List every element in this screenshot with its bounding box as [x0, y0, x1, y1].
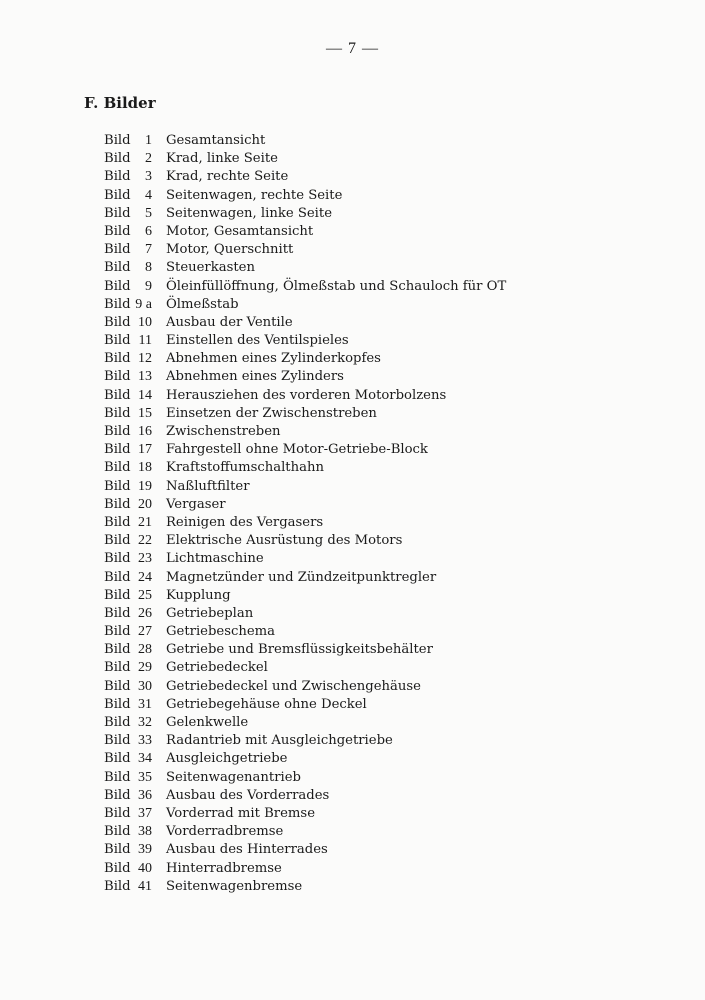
figure-number: 9 — [145, 278, 152, 294]
figure-number: 17 — [138, 442, 152, 458]
figure-caption: Vorderrad mit Bremse — [166, 805, 315, 821]
figure-label: Bild — [104, 642, 131, 658]
figure-caption: Getriebegehäuse ohne Deckel — [166, 696, 367, 712]
figure-caption: Öleinfüllöffnung, Ölmeßstab und Schauloch für OT — [166, 278, 507, 294]
figure-number: 1 — [145, 133, 152, 148]
figure-caption: Krad, linke Seite — [166, 151, 278, 167]
list-item — [104, 805, 664, 823]
figure-label: Bild — [104, 842, 131, 858]
list-item — [104, 314, 664, 332]
figure-caption: Vergaser — [166, 496, 226, 512]
figure-number: 22 — [138, 533, 152, 549]
figure-caption: Getriebe und Bremsflüssigkeitsbehälter — [166, 642, 433, 658]
figure-number: 8 — [145, 260, 152, 276]
list-item — [104, 478, 664, 496]
list-item — [104, 750, 664, 768]
list-item — [104, 205, 664, 223]
figure-caption: Ausbau der Ventile — [166, 314, 293, 330]
list-item — [104, 168, 664, 186]
figure-caption: Abnehmen eines Zylinderkopfes — [166, 351, 381, 367]
list-item — [104, 732, 664, 750]
figure-number: 9 a — [135, 296, 152, 312]
figure-number: 15 — [138, 405, 152, 421]
figure-list — [104, 132, 664, 896]
figure-label: Bild — [104, 169, 131, 185]
list-item — [104, 878, 664, 896]
figure-caption: Kraftstoffumschalthahn — [166, 460, 324, 476]
figure-caption: Naßluftfilter — [166, 478, 250, 494]
figure-label: Bild — [104, 278, 131, 294]
figure-number: 28 — [138, 642, 152, 658]
figure-label: Bild — [104, 151, 131, 167]
figure-label: Bild — [104, 569, 131, 585]
figure-caption: Lichtmaschine — [166, 551, 264, 567]
figure-caption: Ausgleichgetriebe — [166, 751, 288, 767]
figure-label: Bild — [104, 187, 131, 203]
figure-number: 25 — [138, 587, 152, 603]
list-item — [104, 496, 664, 514]
figure-label: Bild — [104, 605, 131, 621]
list-item — [104, 587, 664, 605]
figure-caption: Krad, rechte Seite — [166, 169, 289, 185]
figure-caption: Getriebeschema — [166, 624, 276, 640]
figure-caption: Reinigen des Vergasers — [166, 514, 324, 530]
figure-caption: Getriebeplan — [166, 605, 254, 621]
figure-caption: Kupplung — [166, 587, 231, 603]
list-item — [104, 241, 664, 259]
figure-number: 20 — [138, 496, 152, 512]
figure-caption: Ölmeßstab — [166, 296, 239, 312]
list-item — [104, 823, 664, 841]
figure-label: Bild — [104, 333, 131, 349]
list-item — [104, 860, 664, 878]
figure-caption: Ausbau des Vorderrades — [166, 787, 330, 803]
list-item — [104, 550, 664, 568]
figure-label: Bild — [104, 460, 131, 476]
figure-number: 4 — [145, 187, 152, 203]
figure-label: Bild — [104, 769, 131, 785]
figure-number: 29 — [138, 660, 152, 676]
figure-number: 30 — [138, 678, 152, 694]
figure-label: Bild — [104, 660, 131, 676]
figure-number: 16 — [138, 424, 152, 439]
figure-label: Bild — [104, 314, 131, 330]
figure-caption: Abnehmen eines Zylinders — [166, 369, 344, 385]
figure-number: 34 — [138, 751, 152, 767]
figure-label: Bild — [104, 551, 131, 567]
list-item — [104, 332, 664, 350]
figure-number: 14 — [138, 387, 152, 403]
figure-number: 5 — [145, 205, 152, 221]
list-item — [104, 678, 664, 696]
figure-caption: Einstellen des Ventilspieles — [166, 333, 349, 349]
list-item — [104, 696, 664, 714]
list-item — [104, 278, 664, 296]
figure-label: Bild — [104, 533, 131, 549]
list-item — [104, 769, 664, 787]
list-item — [104, 514, 664, 532]
figure-caption: Radantrieb mit Ausgleichgetriebe — [166, 733, 393, 749]
figure-label: Bild — [104, 514, 131, 530]
figure-label: Bild — [104, 733, 131, 749]
figure-label: Bild — [104, 805, 131, 821]
figure-label: Bild — [104, 478, 131, 494]
figure-number: 24 — [138, 569, 152, 585]
figure-number: 27 — [138, 624, 152, 640]
figure-caption: Magnetzünder und Zündzeitpunktregler — [166, 569, 437, 585]
list-item — [104, 368, 664, 386]
figure-number: 39 — [138, 842, 152, 858]
figure-caption: Motor, Querschnitt — [166, 242, 294, 258]
figure-label: Bild — [104, 678, 131, 694]
figure-number: 23 — [138, 551, 152, 567]
figure-number: 35 — [138, 769, 152, 785]
figure-caption: Fahrgestell ohne Motor-Getriebe-Block — [166, 442, 428, 458]
figure-label: Bild — [104, 442, 131, 458]
figure-number: 18 — [138, 460, 152, 476]
figure-caption: Hinterradbremse — [166, 860, 282, 876]
list-item — [104, 623, 664, 641]
figure-number: 12 — [138, 351, 152, 367]
figure-label: Bild — [104, 387, 131, 403]
figure-label: Bild — [104, 751, 131, 767]
figure-caption: Seitenwagenbremse — [166, 878, 303, 894]
figure-label: Bild — [104, 496, 131, 512]
figure-label: Bild — [104, 424, 131, 439]
figure-label: Bild — [104, 133, 131, 148]
list-item — [104, 441, 664, 459]
figure-number: 26 — [138, 605, 152, 621]
figure-label: Bild — [104, 696, 131, 712]
figure-caption: Ausbau des Hinterrades — [166, 842, 328, 858]
figure-number: 38 — [138, 824, 152, 840]
list-item — [104, 150, 664, 168]
list-item — [104, 605, 664, 623]
list-item — [104, 405, 664, 423]
figure-label: Bild — [104, 587, 131, 603]
list-item — [104, 387, 664, 405]
figure-caption: Herausziehen des vorderen Motorbolzens — [166, 387, 447, 403]
list-item — [104, 132, 664, 150]
figure-number: 19 — [138, 478, 152, 494]
page-number: — 7 — — [326, 40, 379, 57]
figure-caption: Motor, Gesamtansicht — [166, 223, 314, 239]
list-item — [104, 641, 664, 659]
figure-label: Bild — [104, 715, 131, 730]
figure-caption: Zwischenstreben — [166, 424, 281, 439]
list-item — [104, 659, 664, 677]
figure-number: 41 — [138, 878, 152, 894]
figure-number: 32 — [138, 715, 152, 730]
figure-number: 11 — [138, 333, 152, 349]
figure-label: Bild — [104, 369, 131, 385]
figure-caption: Getriebedeckel und Zwischengehäuse — [166, 678, 421, 694]
figure-caption: Getriebedeckel — [166, 660, 268, 676]
list-item — [104, 714, 664, 732]
list-item — [104, 350, 664, 368]
figure-number: 33 — [138, 733, 152, 749]
figure-label: Bild — [104, 787, 131, 803]
list-item — [104, 459, 664, 477]
figure-number: 13 — [138, 369, 152, 385]
list-item — [104, 787, 664, 805]
figure-number: 7 — [145, 242, 152, 258]
figure-caption: Steuerkasten — [166, 260, 255, 276]
figure-label: Bild — [104, 878, 131, 894]
list-item — [104, 423, 664, 441]
figure-number: 36 — [138, 787, 152, 803]
figure-label: Bild — [104, 205, 131, 221]
figure-number: 2 — [145, 151, 152, 167]
list-item — [104, 532, 664, 550]
figure-caption: Einsetzen der Zwischenstreben — [166, 405, 377, 421]
list-item — [104, 187, 664, 205]
figure-label: Bild — [104, 351, 131, 367]
figure-number: 3 — [145, 169, 152, 185]
figure-label: Bild — [104, 260, 131, 276]
figure-label: Bild — [104, 223, 131, 239]
figure-label: Bild — [104, 296, 131, 312]
figure-label: Bild — [104, 624, 131, 640]
figure-caption: Vorderradbremse — [166, 824, 284, 840]
figure-number: 6 — [145, 223, 152, 239]
section-title: F. Bilder — [84, 94, 156, 112]
figure-caption: Gelenkwelle — [166, 715, 249, 730]
list-item — [104, 841, 664, 859]
figure-number: 40 — [138, 860, 152, 876]
figure-label: Bild — [104, 242, 131, 258]
list-item — [104, 259, 664, 277]
figure-caption: Gesamtansicht — [166, 133, 266, 148]
figure-number: 21 — [138, 514, 152, 530]
figure-caption: Seitenwagen, rechte Seite — [166, 187, 343, 203]
figure-number: 10 — [138, 314, 152, 330]
figure-label: Bild — [104, 405, 131, 421]
list-item — [104, 569, 664, 587]
figure-number: 31 — [138, 696, 152, 712]
figure-number: 37 — [138, 805, 152, 821]
list-item — [104, 223, 664, 241]
figure-label: Bild — [104, 860, 131, 876]
figure-caption: Seitenwagen, linke Seite — [166, 205, 333, 221]
figure-caption: Elektrische Ausrüstung des Motors — [166, 533, 403, 549]
figure-label: Bild — [104, 824, 131, 840]
figure-caption: Seitenwagenantrieb — [166, 769, 301, 785]
list-item — [104, 296, 664, 314]
